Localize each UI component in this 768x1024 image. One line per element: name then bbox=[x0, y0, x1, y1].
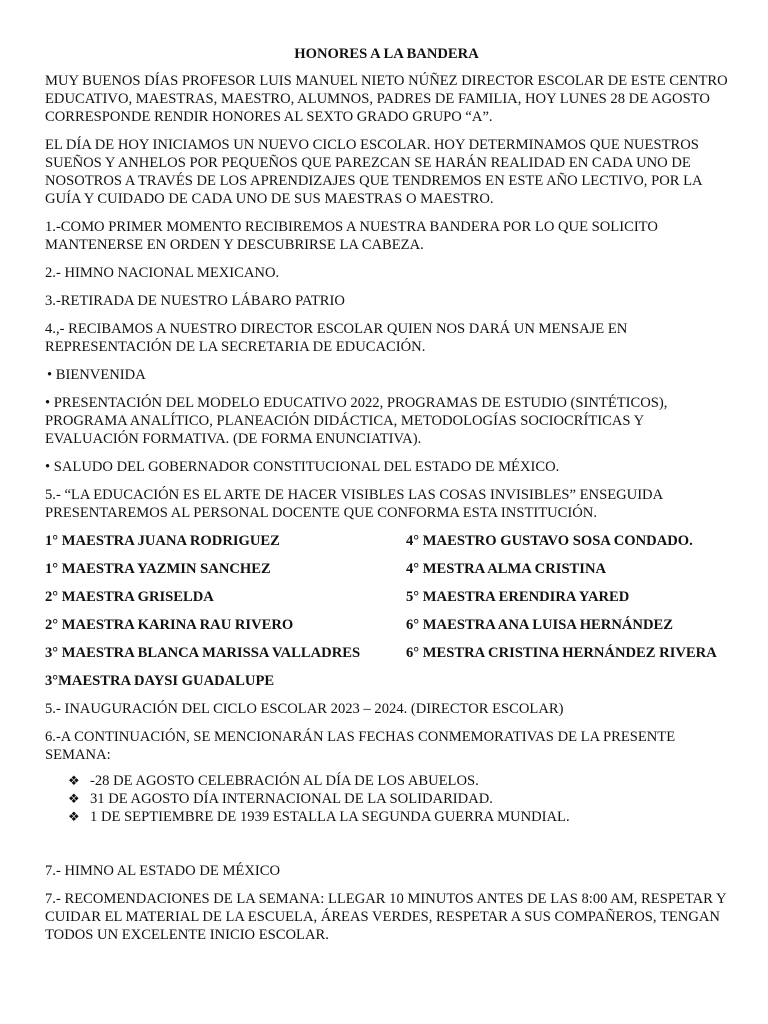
item-4: 4.,- RECIBAMOS A NUESTRO DIRECTOR ESCOLAR QUIEN NOS DARÁ UN MENSAJE EN REPRESENTACIÓN DE LA SECRETARIA DE EDUCACIÓN. bbox=[45, 321, 628, 355]
diamond-bullet-icon: ❖ bbox=[68, 773, 80, 788]
teacher-entry: 1° MAESTRA JUANA RODRIGUEZ bbox=[45, 533, 280, 549]
spacer bbox=[45, 826, 728, 862]
teacher-entry: 5° MAESTRA ERENDIRA YARED bbox=[406, 589, 630, 605]
item-2: 2.- HIMNO NACIONAL MEXICANO. bbox=[45, 265, 280, 281]
list-item: ❖ 1 DE SEPTIEMBRE DE 1939 ESTALLA LA SEGUNDA GUERRA MUNDIAL. bbox=[68, 809, 570, 825]
item-6: 6.-A CONTINUACIÓN, SE MENCIONARÁN LAS FECHAS CONMEMORATIVAS DE LA PRESENTE SEMANA: bbox=[45, 729, 676, 763]
teacher-entry: 4° MESTRA ALMA CRISTINA bbox=[406, 561, 607, 577]
teacher-entry: 3°MAESTRA DAYSI GUADALUPE bbox=[45, 673, 275, 689]
teacher-entry: 2° MAESTRA GRISELDA bbox=[45, 589, 214, 605]
item-7-hymn: 7.- HIMNO AL ESTADO DE MÉXICO bbox=[45, 863, 281, 879]
teacher-list bbox=[45, 532, 728, 690]
bullet-welcome: • BIENVENIDA bbox=[47, 367, 146, 383]
item-5-inauguration: 5.- INAUGURACIÓN DEL CICLO ESCOLAR 2023 – 2024. (DIRECTOR ESCOLAR) bbox=[45, 701, 564, 717]
bullet-greeting: • SALUDO DEL GOBERNADOR CONSTITUCIONAL DEL ESTADO DE MÉXICO. bbox=[45, 459, 560, 475]
teacher-entry: 2° MAESTRA KARINA RAU RIVERO bbox=[45, 617, 294, 633]
commemorative-dates-list bbox=[45, 772, 728, 826]
teacher-entry: 4° MAESTRO GUSTAVO SOSA CONDADO. bbox=[406, 533, 693, 549]
teacher-entry: 6° MESTRA CRISTINA HERNÁNDEZ RIVERA bbox=[406, 645, 717, 661]
list-item: ❖ -28 DE AGOSTO CELEBRACIÓN AL DÍA DE LOS ABUELOS. bbox=[68, 773, 479, 789]
item-5: 5.- “LA EDUCACIÓN ES EL ARTE DE HACER VISIBLES LAS COSAS INVISIBLES” ENSEGUIDA PRESENTAREMOS AL PERSONAL DOCENTE QUE CONFORMA ESTA INSTITUCIÓN. bbox=[45, 487, 663, 521]
document-title: HONORES A LA BANDERA bbox=[294, 46, 479, 62]
teacher-entry: 3° MAESTRA BLANCA MARISSA VALLADRES bbox=[45, 645, 361, 661]
list-item: ❖ 31 DE AGOSTO DÍA INTERNACIONAL DE LA SOLIDARIDAD. bbox=[68, 791, 493, 807]
item-3: 3.-RETIRADA DE NUESTRO LÁBARO PATRIO bbox=[45, 293, 345, 309]
new-cycle-paragraph: EL DÍA DE HOY INICIAMOS UN NUEVO CICLO ESCOLAR. HOY DETERMINAMOS QUE NUESTROS SUEÑOS Y ANHELOS POR PEQUEÑOS QUE PAREZCAN SE HARÁN REALIDAD EN CADA UNO DE NOSOTROS A TRAVÉS DE LOS APRENDIZAJES QUE TENDREMOS EN ESTE AÑO LECTIVO, POR LA GUÍA Y CUIDADO DE CADA UNO DE SUS MAESTRAS O MAESTRO. bbox=[45, 137, 702, 207]
teacher-entry: 1° MAESTRA YAZMIN SANCHEZ bbox=[45, 561, 271, 577]
diamond-bullet-icon: ❖ bbox=[68, 809, 80, 824]
item-7-recommendations: 7.- RECOMENDACIONES DE LA SEMANA: LLEGAR 10 MINUTOS ANTES DE LAS 8:00 AM, RESPETAR Y CUIDAR EL MATERIAL DE LA ESCUELA, ÁREAS VERDES, RESPETAR A SUS COMPAÑEROS, TENGAN TODOS UN EXCELENTE INICIO ESCOLAR. bbox=[45, 891, 726, 943]
intro-paragraph: MUY BUENOS DÍAS PROFESOR LUIS MANUEL NIETO NÚÑEZ DIRECTOR ESCOLAR DE ESTE CENTRO EDUCATIVO, MAESTRAS, MAESTRO, ALUMNOS, PADRES DE FAMILIA, HOY LUNES 28 DE AGOSTO CORRESPONDE RENDIR HONORES AL SEXTO GRADO GRUPO “A”. bbox=[45, 73, 728, 125]
item-1: 1.-COMO PRIMER MOMENTO RECIBIREMOS A NUESTRA BANDERA POR LO QUE SOLICITO MANTENERSE EN ORDEN Y DESCUBRIRSE LA CABEZA. bbox=[45, 219, 658, 253]
diamond-bullet-icon: ❖ bbox=[68, 791, 80, 806]
bullet-presentation: • PRESENTACIÓN DEL MODELO EDUCATIVO 2022, PROGRAMAS DE ESTUDIO (SINTÉTICOS), PROGRAMA ANALÍTICO, PLANEACIÓN DIDÁCTICA, METODOLOGÍAS SOCIOCRÍTICAS Y EVALUACIÓN FORMATIVA. (DE FORMA ENUNCIATIVA). bbox=[45, 395, 668, 447]
teacher-entry: 6° MAESTRA ANA LUISA HERNÁNDEZ bbox=[406, 617, 673, 633]
